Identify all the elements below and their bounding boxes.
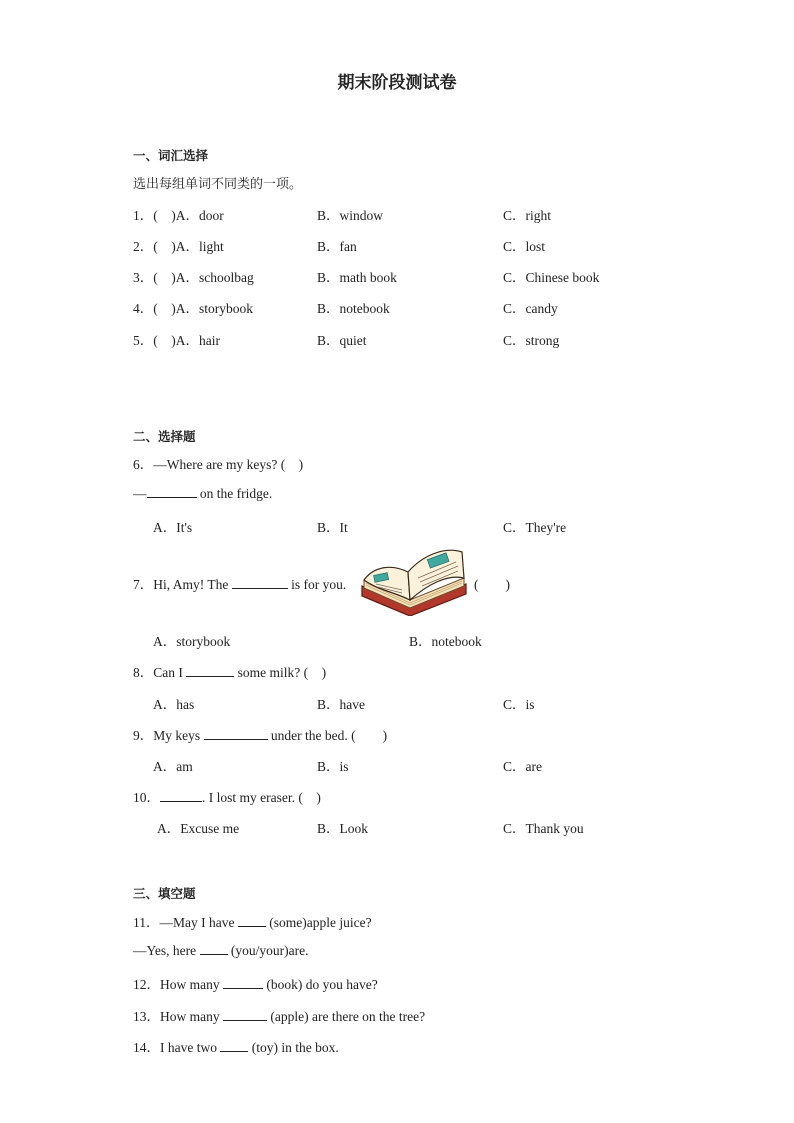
q14-blank	[220, 1039, 248, 1052]
q8-option-b: B．have	[317, 697, 365, 712]
q7-option-a: A．storybook	[153, 634, 231, 649]
q6-blank	[147, 485, 197, 498]
q11-stem-start: 11．—May I have	[133, 915, 238, 930]
q7-blank	[232, 576, 288, 589]
q13-line	[133, 1005, 425, 1025]
q10-number: 10．	[133, 790, 160, 805]
q10-blank	[160, 789, 202, 802]
q11-reply-start: —Yes, here	[133, 943, 200, 958]
q11-blank-1	[238, 914, 266, 927]
q5-option-a: 5．( )A．hair	[133, 333, 220, 348]
q13-stem-start: 13．How many	[133, 1009, 223, 1024]
page-title: 期末阶段测试卷	[337, 73, 457, 93]
q8-blank	[186, 664, 234, 677]
q11-blank-2	[200, 942, 228, 955]
q7-stem-start: 7．Hi, Amy! The	[133, 577, 232, 592]
q8-option-a: A．has	[153, 697, 195, 712]
q9-option-b: B．is	[317, 759, 349, 774]
q9-stem	[133, 724, 387, 744]
q6-option-b: B．It	[317, 520, 348, 535]
q14-line	[133, 1036, 339, 1056]
q7-paren: ( )	[474, 577, 510, 592]
q8-stem	[133, 661, 326, 681]
open-book-icon	[358, 544, 470, 621]
q11-stem-end: (some)apple juice?	[265, 915, 372, 930]
q7-option-b: B．notebook	[409, 634, 482, 649]
q12-blank	[223, 976, 263, 989]
q9-blank	[204, 727, 268, 740]
section-1-heading: 一、词汇选择	[133, 148, 209, 163]
q3-option-a: 3．( )A．schoolbag	[133, 270, 254, 285]
q13-stem-end: (apple) are there on the tree?	[267, 1009, 426, 1024]
q4-option-c: C．candy	[503, 301, 558, 316]
q1-option-a: 1．( )A．door	[133, 208, 224, 223]
q2-option-c: C．lost	[503, 239, 546, 254]
q9-option-a: A．am	[153, 759, 193, 774]
q7-stem	[133, 573, 346, 593]
q5-option-c: C．strong	[503, 333, 560, 348]
q10-stem	[133, 786, 321, 806]
q12-stem-start: 12．How many	[133, 977, 223, 992]
q14-stem-start: 14．I have two	[133, 1040, 221, 1055]
q11-line-2	[133, 942, 308, 959]
q6-option-c: C．They're	[503, 520, 567, 535]
q9-stem-start: 9．My keys	[133, 728, 204, 743]
q8-stem-start: 8．Can I	[133, 665, 187, 680]
q10-stem-end: . I lost my eraser. ( )	[202, 790, 321, 805]
q11-line-1	[133, 911, 372, 931]
q2-option-b: B．fan	[317, 239, 357, 254]
q6-answer-tail: on the fridge.	[196, 486, 273, 501]
q1-option-c: C．right	[503, 208, 552, 223]
q8-option-c: C．is	[503, 697, 535, 712]
q6-answer-line	[133, 485, 272, 502]
q10-option-a: A．Excuse me	[157, 821, 240, 836]
q13-blank	[223, 1008, 267, 1021]
q4-option-a: 4．( )A．storybook	[133, 301, 253, 316]
q5-option-b: B．quiet	[317, 333, 367, 348]
q6-option-a: A．It's	[153, 520, 193, 535]
q9-option-c: C．are	[503, 759, 542, 774]
q9-stem-end: under the bed. ( )	[267, 728, 388, 743]
q12-line	[133, 973, 378, 993]
q12-stem-end: (book) do you have?	[263, 977, 378, 992]
q11-reply-end: (you/your)are.	[227, 943, 309, 958]
q3-option-c: C．Chinese book	[503, 270, 600, 285]
q14-stem-end: (toy) in the box.	[248, 1040, 339, 1055]
q10-option-c: C．Thank you	[503, 821, 584, 836]
q1-option-b: B．window	[317, 208, 384, 223]
section-1-instruction: 选出每组单词不同类的一项。	[133, 177, 303, 192]
q6-dash: —	[133, 486, 147, 501]
section-3-heading: 三、填空题	[133, 886, 196, 901]
q6-stem: 6．—Where are my keys? ( )	[133, 457, 304, 472]
section-2-heading: 二、选择题	[133, 429, 196, 444]
q3-option-b: B．math book	[317, 270, 397, 285]
q2-option-a: 2．( )A．light	[133, 239, 224, 254]
q10-option-b: B．Look	[317, 821, 369, 836]
q8-stem-end: some milk? ( )	[234, 665, 327, 680]
q4-option-b: B．notebook	[317, 301, 390, 316]
q7-stem-end: is for you.	[287, 577, 347, 592]
